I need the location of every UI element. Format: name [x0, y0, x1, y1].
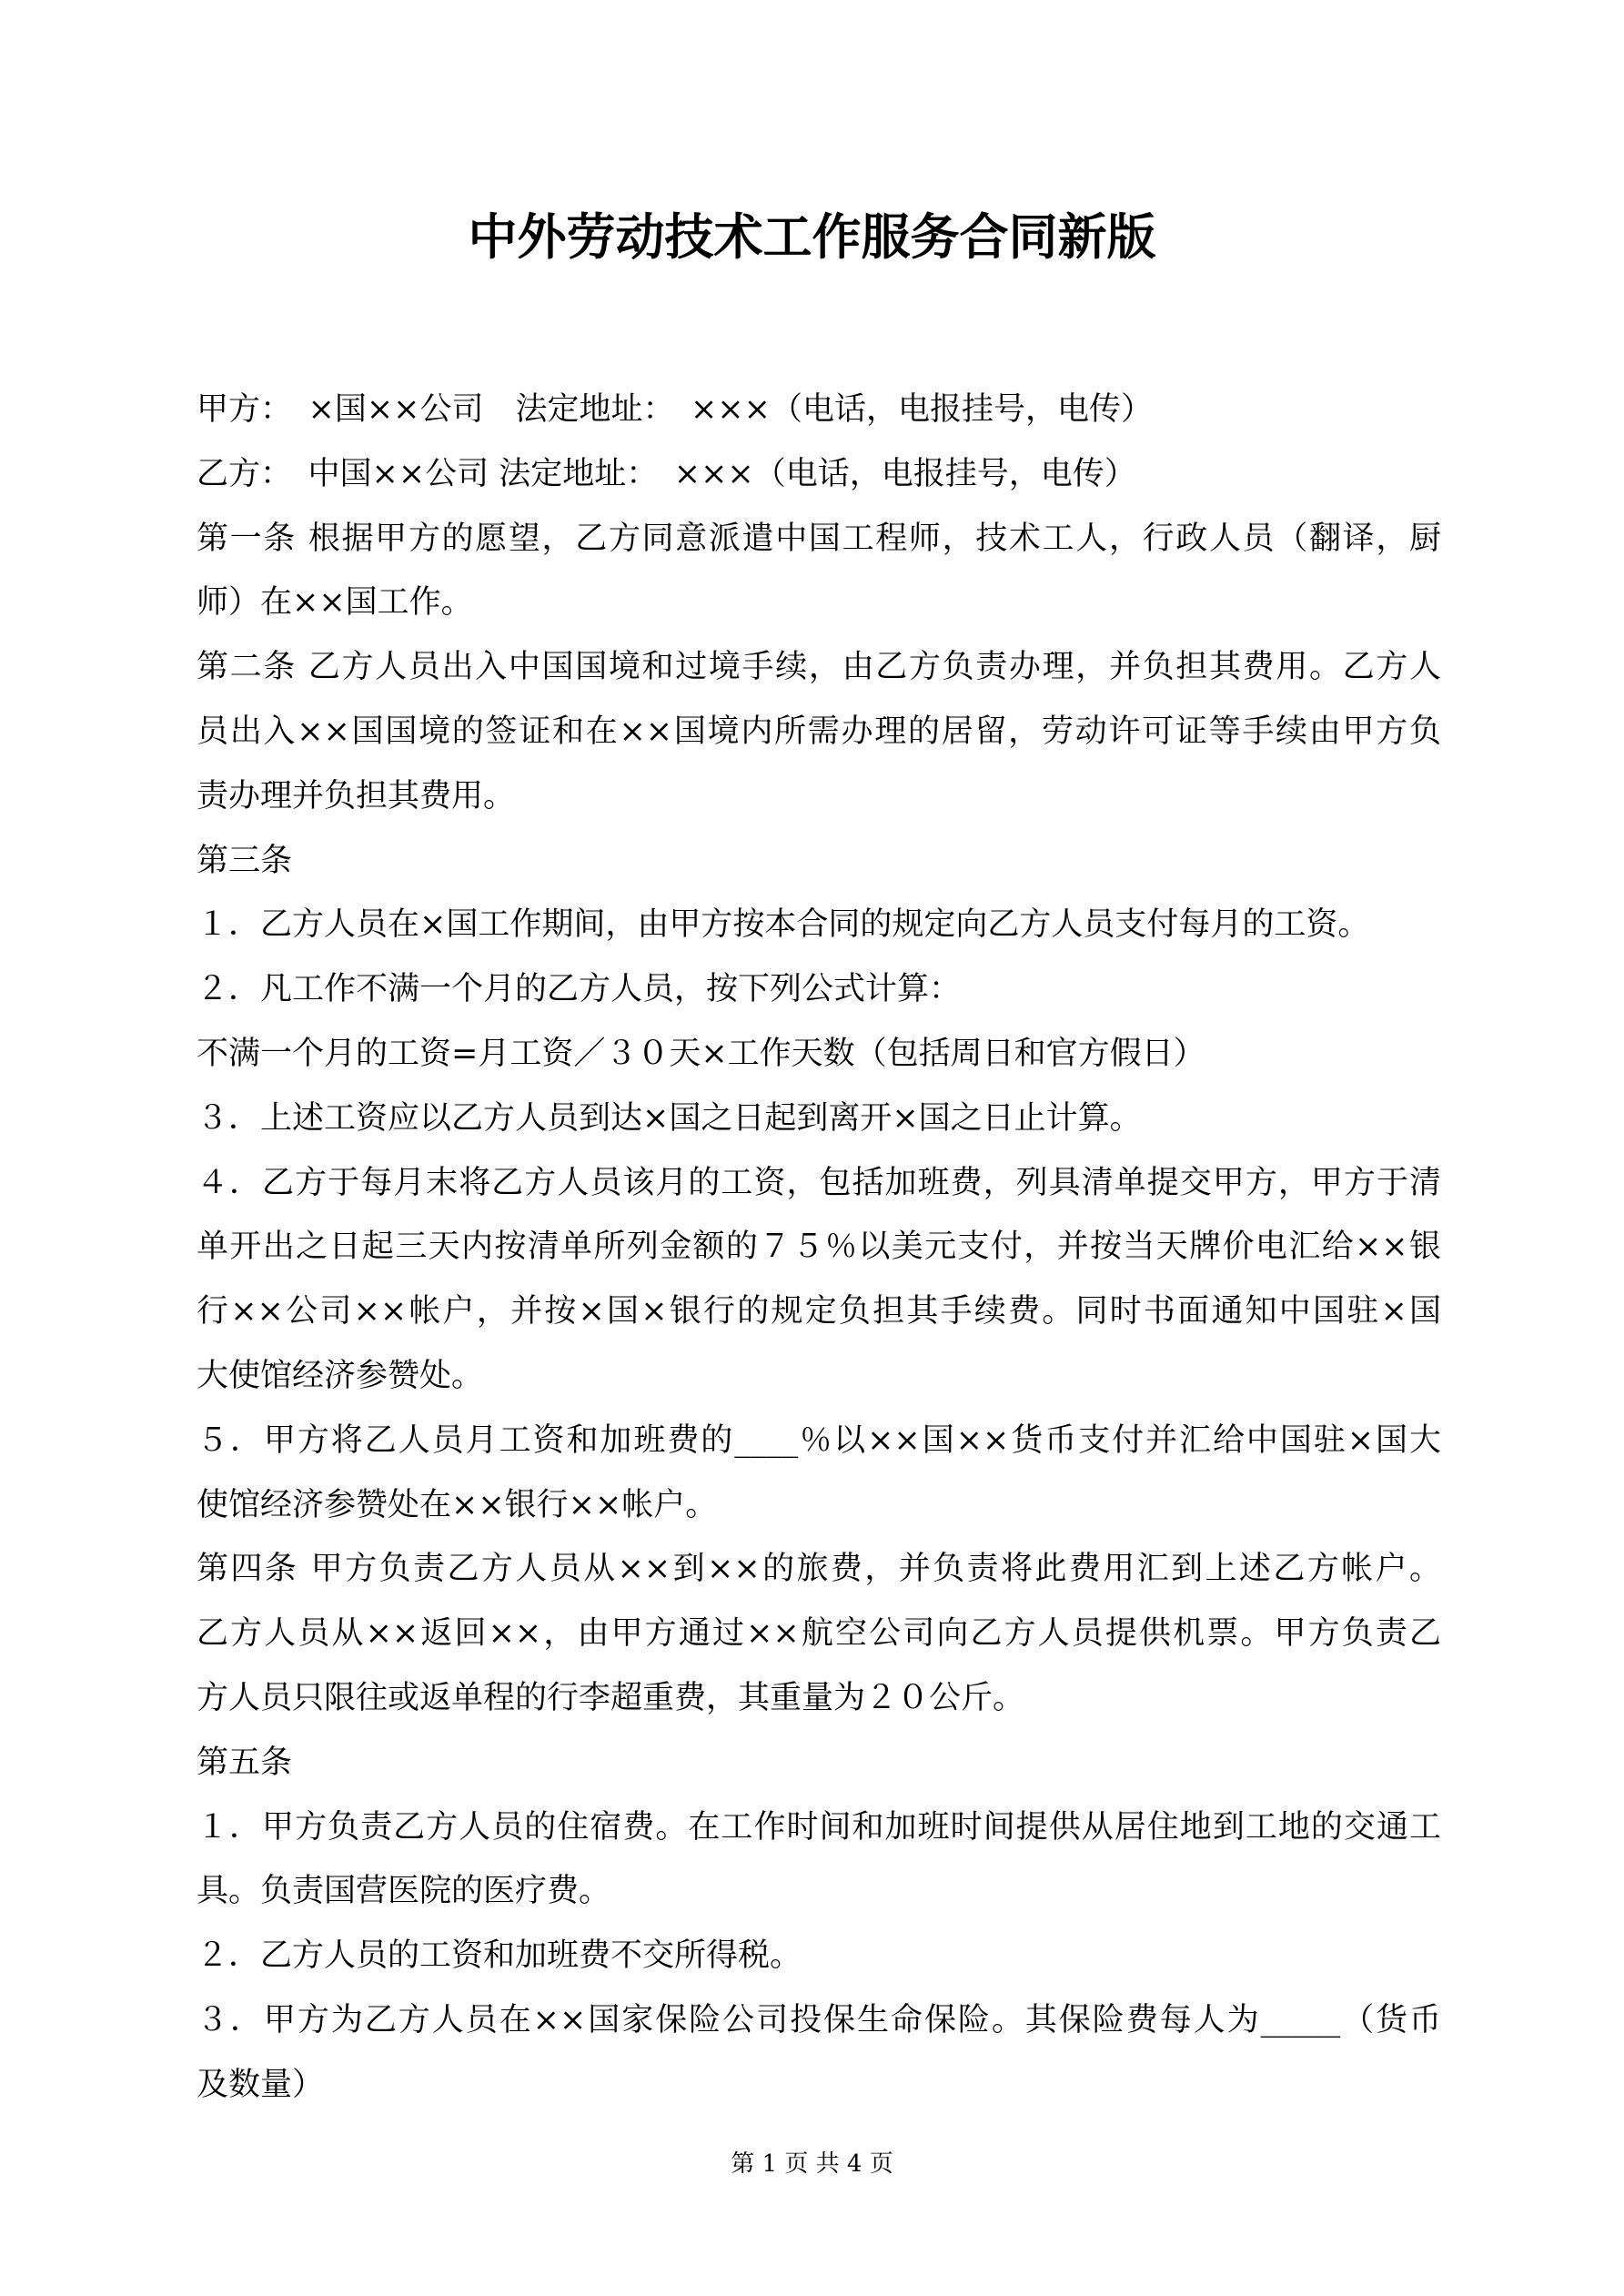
text-line: 第四条 甲方负责乙方人员从××到××的旅费，并负责将此费用汇到上述乙方帐户。 — [197, 1551, 1441, 1588]
text-line: 责办理并负担其费用。 — [197, 777, 516, 814]
text-line: ３．甲方为乙方人员在××国家保险公司投保生命保险。其保险费每人为_____（货币 — [197, 2001, 1441, 2038]
text-line: 第二条 乙方人员出入中国国境和过境手续，由乙方负责办理，并负担其费用。乙方人 — [197, 649, 1441, 686]
page-number-footer: 第 1 页 共 4 页 — [731, 2150, 893, 2178]
text-line: 大使馆经济参赞处。 — [197, 1357, 484, 1394]
text-line: ５．甲方将乙人员月工资和加班费的____％以××国××货币支付并汇给中国驻×国大 — [197, 1421, 1441, 1459]
text-line: 师）在××国工作。 — [197, 584, 473, 622]
text-line: 第三条 — [197, 842, 293, 879]
text-line: ２．乙方人员的工资和加班费不交所得税。 — [197, 1937, 802, 1975]
text-line: 方人员只限往或返单程的行李超重费，其重量为２０公斤。 — [197, 1679, 1025, 1716]
text-line: 乙方人员从××返回××，由甲方通过××航空公司向乙方人员提供机票。甲方负责乙 — [197, 1615, 1441, 1653]
text-line: 单开出之日起三天内按清单所列金额的７５％以美元支付，并按当天牌价电汇给××银 — [197, 1229, 1441, 1266]
text-line: ２．凡工作不满一个月的乙方人员，按下列公式计算： — [197, 971, 962, 1008]
text-line: 行××公司××帐户，并按×国×银行的规定负担其手续费。同时书面通知中国驻×国 — [197, 1293, 1441, 1330]
document-title: 中外劳动技术工作服务合同新版 — [468, 207, 1156, 266]
text-line: 甲方： ×国××公司 法定地址： ×××（电话，电报挂号，电传） — [197, 391, 1153, 428]
text-line: 不满一个月的工资=月工资／３０天×工作天数（包括周日和官方假日） — [197, 1035, 1205, 1072]
text-line: 具。负责国营医院的医疗费。 — [197, 1873, 611, 1910]
text-line: 第一条 根据甲方的愿望，乙方同意派遣中国工程师，技术工人，行政人员（翻译，厨 — [197, 520, 1441, 557]
text-line: 使馆经济参赞处在××银行××帐户。 — [197, 1486, 718, 1523]
text-line: 乙方： 中国××公司 法定地址： ×××（电话，电报挂号，电传） — [197, 455, 1136, 492]
text-line: １．甲方负责乙方人员的住宿费。在工作时间和加班时间提供从居住地到工地的交通工 — [197, 1808, 1441, 1846]
text-line: ４．乙方于每月末将乙方人员该月的工资，包括加班费，列具清单提交甲方，甲方于清 — [197, 1164, 1441, 1201]
text-line: １．乙方人员在×国工作期间，由甲方按本合同的规定向乙方人员支付每月的工资。 — [197, 906, 1370, 944]
text-line: 员出入××国国境的签证和在××国境内所需办理的居留，劳动许可证等手续由甲方负 — [197, 713, 1441, 750]
text-line: 及数量） — [197, 2066, 325, 2103]
contract-body — [197, 378, 1441, 2118]
text-line: 第五条 — [197, 1744, 293, 1781]
text-line: ３．上述工资应以乙方人员到达×国之日起到离开×国之日止计算。 — [197, 1099, 1142, 1137]
